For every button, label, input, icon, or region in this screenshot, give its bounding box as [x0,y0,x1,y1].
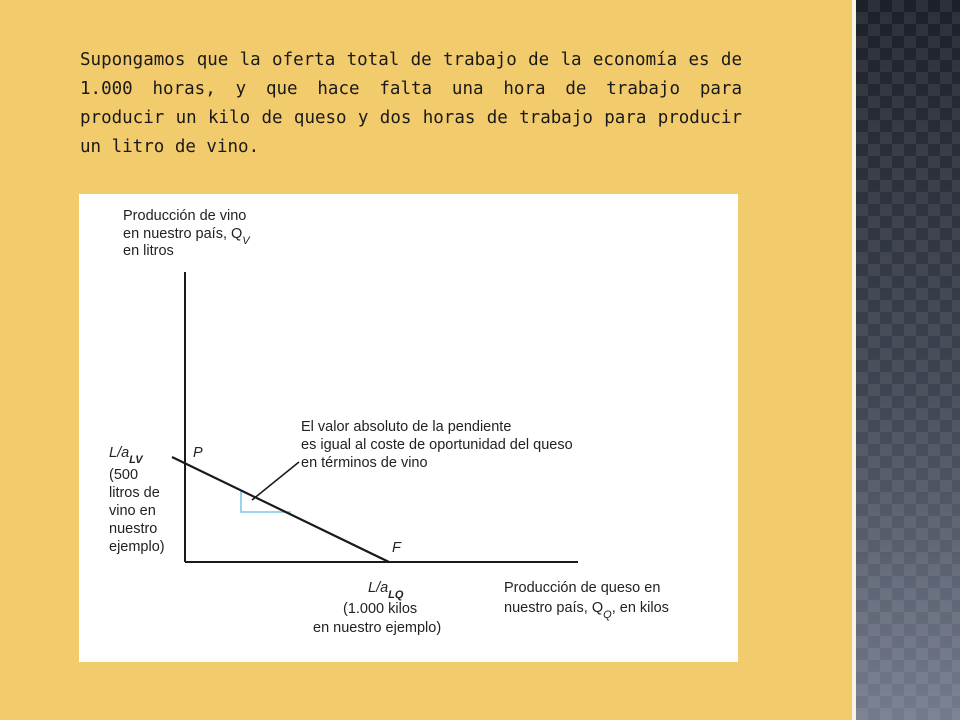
y-intercept-note-1: (500 [109,467,139,483]
ppf-line [172,457,389,562]
annotation-line2: es igual al coste de oportunidad del queso [301,437,573,453]
x-intercept-label: $L/a_{LQ}$ [368,580,404,601]
y-axis-title-line3: en litros [123,243,174,259]
point-p-label: P [193,445,203,461]
x-axis-title-line1: Producción de queso en [504,580,661,596]
x-intercept-note-2: en nuestro ejemplo) [313,620,442,636]
ppf-svg [79,194,738,662]
x-axis-title-line2: nuestro país, $Q_Q$, en kilos [504,600,669,621]
y-intercept-note-3: vino en [109,503,156,519]
intro-text: Supongamos que la oferta total de trabajo de la economía es de 1.000 horas, y que hace falta una hora de trabajo para producir un kilo de queso y dos horas de trabajo para producir un litro de vino. [80,50,742,157]
point-f-label: F [392,540,401,556]
y-axis-title-line1: Producción de vino [123,208,247,224]
y-intercept-note-5: ejemplo) [109,539,165,555]
ppf-diagram [79,194,738,662]
y-intercept-note-2: litros de [109,485,160,501]
y-intercept-label: $L/a_{LV}$ [109,445,143,466]
y-intercept-note-4: nuestro [109,521,158,537]
decorative-side-panel [856,0,960,720]
annotation-line1: El valor absoluto de la pendiente [301,419,512,435]
x-intercept-note-1: (1.000 kilos [343,601,418,617]
annotation-pointer [252,462,299,500]
annotation-line3: en términos de vino [301,455,428,471]
y-axis-title-line2: en nuestro país, $Q_V$ [123,226,250,247]
